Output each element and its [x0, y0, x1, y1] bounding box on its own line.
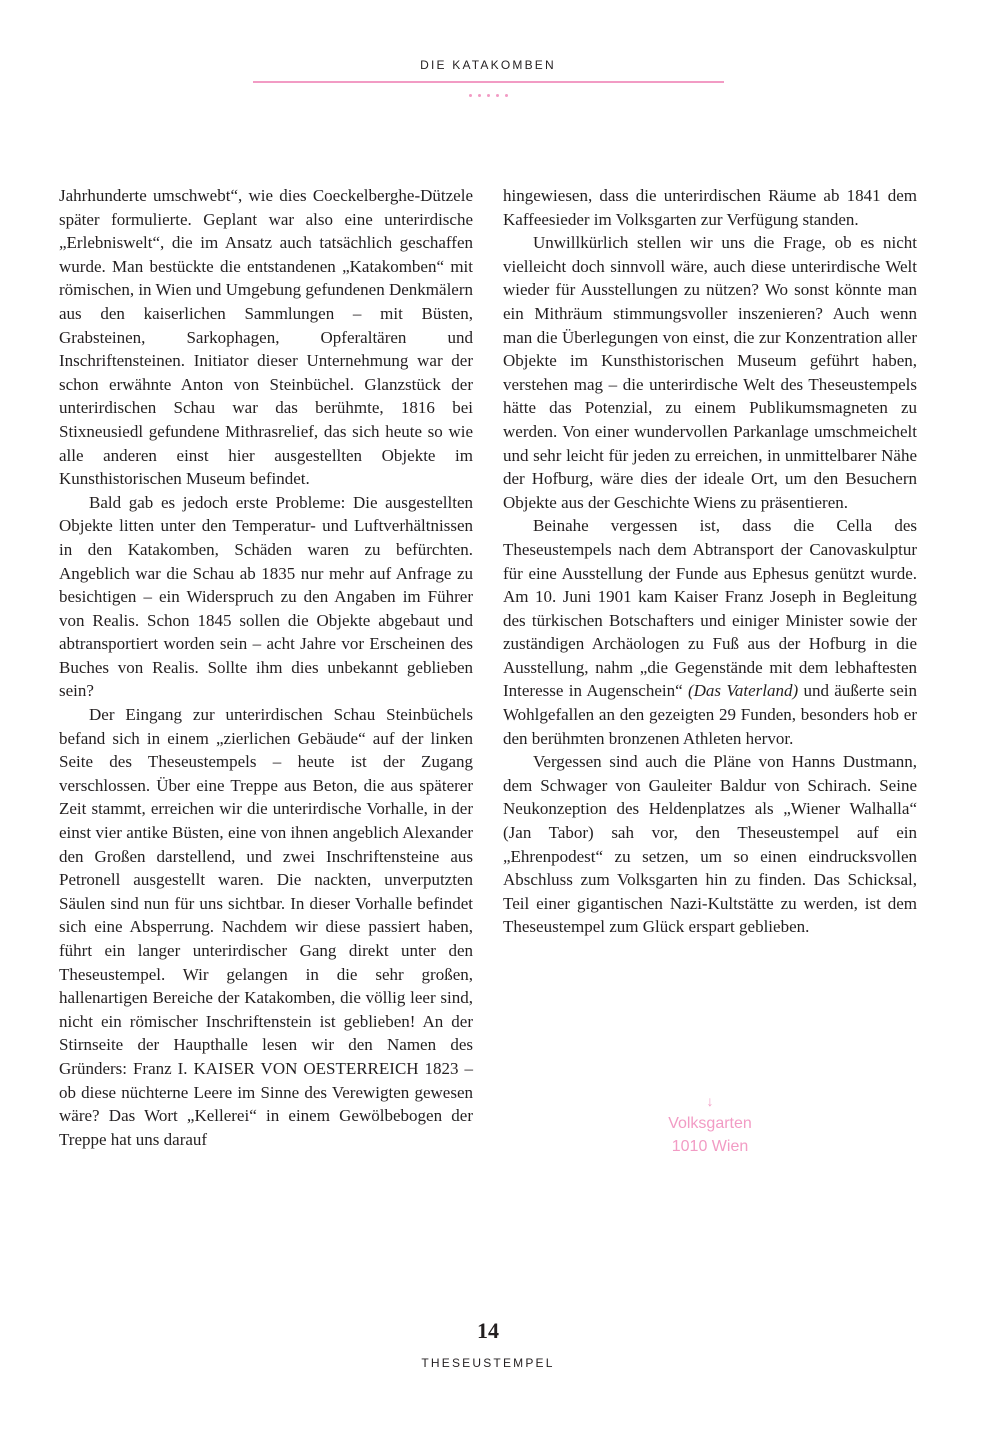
location-address: 1010 Wien	[671, 1138, 749, 1155]
ornament-dot	[478, 94, 481, 97]
header-divider	[253, 81, 724, 83]
right-text-column	[503, 184, 917, 939]
paragraph: Jahrhunderte umschwebt“, wie dies Coeckelberghe-Dützele später formulierte. Geplant war also eine unterirdische „Erlebniswelt“, die im Ansatz auch tatsächlich geschaffen wurde. Man bestückte die entstandenen „Katakomben“ mit römischen, in Wien und Umgebung gefundenen Denkmälern aus den kaiserlichen Sammlungen – mit Büsten, Grabsteinen, Sarkophagen, Opferaltären und Inschriftensteinen. Initiator dieser Unternehmung war der schon erwähnte Anton von Steinbüchel. Glanzstück der unterirdischen Schau war das berühmte, 1816 bei Stixneusiedl gefundene Mithrasrelief, das sich heute so wie alle anderen einst hier ausgestellten Objekte im Kunsthistorischen Museum befindet.	[59, 186, 473, 489]
running-header-title: DIE KATAKOMBEN	[420, 58, 556, 72]
paragraph: Bald gab es jedoch erste Probleme: Die ausgestellten Objekte litten unter den Temperatur- und Luftverhältnissen in den Katakomben, Schäden waren zu befürchten. Angeblich war die Schau ab 1835 nur mehr auf Anfrage zu besichtigen – ein Widerspruch zu den Angaben im Führer von Realis. Schon 1845 sollen die Objekte abgebaut und abtransportiert worden sein – acht Jahre vor Erscheinen des Buches von Realis. Sollte ihm dies unbekannt geblieben sein?	[59, 492, 473, 701]
location-block	[610, 1092, 810, 1158]
arrow-down-icon: ↓	[706, 1093, 714, 1109]
header-dots-ornament	[0, 94, 976, 100]
paragraph: Vergessen sind auch die Pläne von Hanns Dustmann, dem Schwager von Gauleiter Baldur von Schirach. Seine Neukonzeption des Heldenplatzes als „Wiener Walhalla“ (Jan Tabor) sah vor, den Theseustempel auf ein „Ehrenpodest“ zu setzen, um so einen eindrucksvollen Abschluss zum Volksgarten hin zu finden. Das Schicksal, Teil einer gigantischen Nazi-Kultstätte zu werden, ist dem Theseustempel zum Glück erspart geblieben.	[503, 752, 917, 937]
ornament-dot	[505, 94, 508, 97]
location-name: Volksgarten	[668, 1115, 752, 1132]
paragraph: hingewiesen, dass die unterirdischen Räume ab 1841 dem Kaffeesieder im Volksgarten zur Verfügung standen.	[503, 186, 917, 229]
source-citation: (Das Vaterland)	[687, 681, 799, 701]
paragraph	[503, 514, 917, 750]
paragraph: Der Eingang zur unterirdischen Schau Steinbüchels befand sich in einem „zierlichen Gebäude“ auf der linken Seite des Theseustempels – heute ist der Zugang verschlossen. Über eine Treppe aus Beton, die aus späterer Zeit stammt, erreichen wir die unterirdische Vorhalle, in der einst vier antike Büsten, eine von ihnen angeblich Alexander den Großen darstellend, und zwei Inschriftensteine aus Petronell ausgestellt waren. Die nackten, unverputzten Säulen sind nun für uns sichtbar. In dieser Vorhalle befindet sich eine Absperrung. Nachdem wir diese passiert haben, führt ein langer unterirdischer Gang direkt unter den Theseustempel. Wir gelangen in die sehr großen, hallenartigen Bereiche der Katakomben, die völlig leer sind, nicht ein römischer Inschriftenstein ist geblieben! An der Stirnseite der Haupthalle lesen wir den Namen des Gründers: Franz I. KAISER VON OESTERREICH 1823 – ob diese nüchterne Leere im Sinne des Verewigten gewesen wäre? Das Wort „Kellerei“ in einem Gewölbebogen der Treppe hat uns darauf	[59, 705, 473, 1149]
paragraph: Unwillkürlich stellen wir uns die Frage, ob es nicht vielleicht doch sinnvoll wäre, auch diese unterirdische Welt wieder für Ausstellungen zu nützen? Wo sonst könnte man ein Mithräum stimmungsvoller inszenieren? Auch wenn man die Überlegungen von einst, die zur Konzentration aller Objekte im Kunsthistorischen Museum geführt haben, verstehen mag – die unterirdische Welt des Theseustempels hätte das Potenzial, zu einem Publikumsmagneten zu werden. Von einer wundervollen Parkanlage umschmeichelt und sehr leicht für jeden zu erreichen, in unmittelbarer Nähe der Hofburg, wäre dies der ideale Ort, um den Besuchern Objekte aus der Geschichte Wiens zu präsentieren.	[503, 233, 917, 512]
ornament-dot	[496, 94, 499, 97]
paragraph-text: und äußerte sein Wohlgefallen an den gezeigten 29 Funden, besonders hob er den berühmten bronzenen Athleten hervor.	[503, 681, 918, 748]
running-footer-title: THESEUSTEMPEL	[421, 1356, 555, 1370]
page-number: 14	[477, 1318, 499, 1343]
left-text-column	[59, 184, 473, 1151]
ornament-dot	[487, 94, 490, 97]
paragraph-text: Beinahe vergessen ist, dass die Cella des Theseustempels nach dem Abtransport der Canovaskulptur für eine Ausstellung der Funde aus Ephesus genützt wurde. Am 10. Juni 1901 kam Kaiser Franz Joseph in Begleitung des türkischen Botschafters und einiger Minister sowie der zuständigen Archäologen zu Fuß aus der Hofburg in die Ausstellung, nahm „die Gegenstände mit dem lebhaftesten Interesse in Augenschein“	[503, 516, 917, 701]
ornament-dot	[469, 94, 472, 97]
